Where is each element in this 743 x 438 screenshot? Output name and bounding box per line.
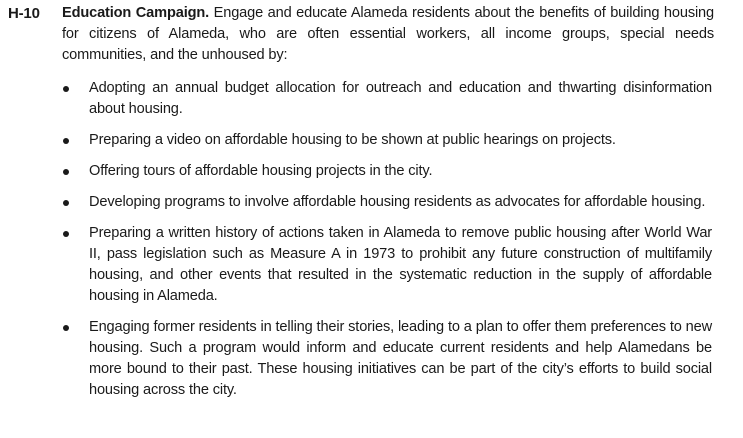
list-item <box>60 317 712 401</box>
bullet-icon <box>63 169 69 175</box>
bullet-icon <box>63 138 69 144</box>
list-item <box>60 78 712 120</box>
list-item-text: Developing programs to involve affordable housing residents as advocates for affordable housing. <box>89 194 706 210</box>
list-item-text: Offering tours of affordable housing projects in the city. <box>89 163 433 179</box>
list-item <box>60 130 712 151</box>
policy-title: Education Campaign. <box>62 5 210 21</box>
policy-intro-text: Engage and educate Alameda residents about the benefits of building housing for citizens of Alameda, who are often essential workers, all income groups, special needs communities, and the unhoused by: <box>62 5 714 63</box>
bullet-icon <box>63 86 69 92</box>
bullet-icon <box>63 231 69 237</box>
list-item <box>60 161 712 182</box>
list-item-text: Engaging former residents in telling their stories, leading to a plan to offer them preferences to new housing. Such a program would inform and educate current residents and help Alamedans be more bound to their past. These housing initiatives can be part of the city’s efforts to build social housing across the city. <box>89 319 712 398</box>
action-bullet-list <box>60 78 712 411</box>
list-item-text: Adopting an annual budget allocation for outreach and education and thwarting disinformation about housing. <box>89 80 712 117</box>
bullet-icon <box>63 200 69 206</box>
list-item-text: Preparing a written history of actions taken in Alameda to remove public housing after World War II, pass legislation such as Measure A in 1973 to prohibit any future construction of multifamily housing, and other events that resulted in the systematic reduction in the supply of affordable housing in Alameda. <box>89 225 712 304</box>
policy-intro-paragraph <box>62 3 714 66</box>
policy-number: H-10 <box>8 5 40 22</box>
bullet-icon <box>63 325 69 331</box>
list-item <box>60 223 712 307</box>
list-item-text: Preparing a video on affordable housing to be shown at public hearings on projects. <box>89 132 616 148</box>
list-item <box>60 192 712 213</box>
